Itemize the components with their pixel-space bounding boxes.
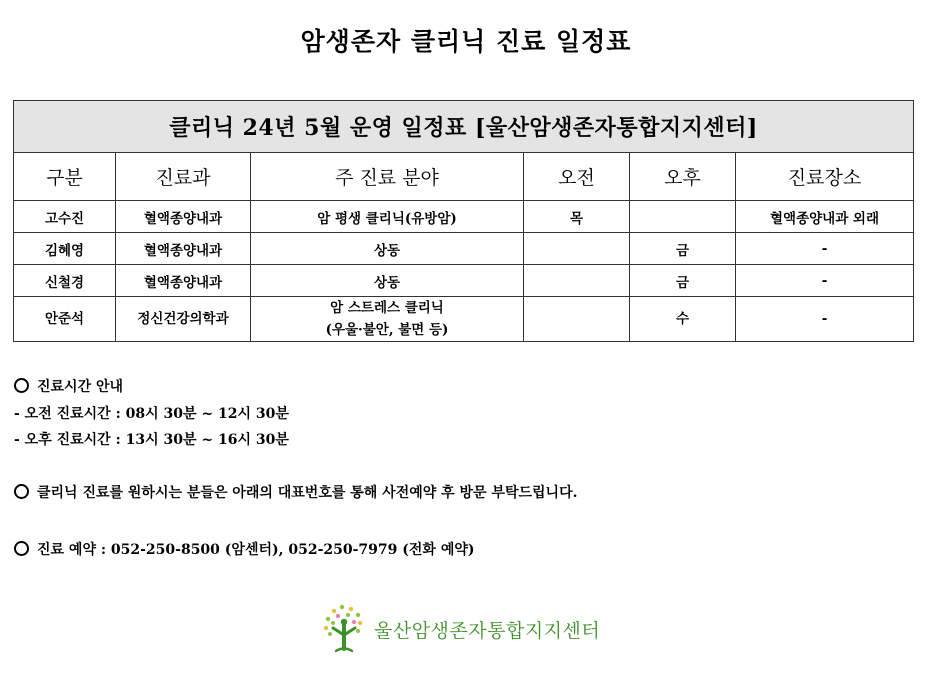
- table-row: [14, 233, 914, 265]
- afternoon-cell: [630, 201, 736, 233]
- contact-line: [14, 539, 475, 559]
- center-logo-text: 울산암생존자통합지지센터: [374, 619, 601, 642]
- morning-cell: [524, 233, 630, 265]
- circle-bullet-icon: [14, 378, 29, 393]
- department-cell: 혈액종양내과: [116, 233, 251, 265]
- doctor-name: 고수진: [14, 201, 116, 233]
- table-row: [14, 265, 914, 297]
- field-cell: 상동: [251, 233, 524, 265]
- header-morning: 오전: [524, 153, 630, 201]
- field-line-1: 암 스트레스 클리닉: [330, 300, 444, 316]
- reservation-note: 클리닉 진료를 원하시는 분들은 아래의 대표번호를 통해 사전예약 후 방문 부탁드립니다.: [37, 485, 578, 501]
- header-afternoon: 오후: [630, 153, 736, 201]
- header-department: 진료과: [116, 153, 251, 201]
- contact-info: 진료 예약 : 052-250-8500 (암센터), 052-250-7979 (전화 예약): [37, 542, 475, 558]
- hours-title: 진료시간 안내: [37, 379, 124, 395]
- department-cell: 혈액종양내과: [116, 201, 251, 233]
- afternoon-cell: 금: [630, 233, 736, 265]
- afternoon-cell: 수: [630, 297, 736, 342]
- morning-cell: 목: [524, 201, 630, 233]
- field-cell: 상동: [251, 265, 524, 297]
- table-caption: 클리닉 24년 5월 운영 일정표 [울산암생존자통합지지센터]: [14, 101, 914, 153]
- hours-title-line: [14, 376, 123, 396]
- department-cell: 혈액종양내과: [116, 265, 251, 297]
- field-cell: [251, 297, 524, 342]
- doctor-name: 안준석: [14, 297, 116, 342]
- table-row: [14, 201, 914, 233]
- schedule-table: [13, 100, 914, 342]
- doctor-name: 김혜영: [14, 233, 116, 265]
- tree-person-icon: [320, 601, 368, 657]
- reservation-note-line: [14, 482, 577, 502]
- center-logo: [320, 601, 600, 657]
- field-cell: 암 평생 클리닉(유방암): [251, 201, 524, 233]
- pm-hours: - 오후 진료시간 : 13시 30분 ~ 16시 30분: [14, 432, 289, 448]
- doctor-name: 신철경: [14, 265, 116, 297]
- field-line-2: (우울·불안, 불면 등): [325, 322, 449, 338]
- location-cell: -: [736, 265, 914, 297]
- circle-bullet-icon: [14, 484, 29, 499]
- location-cell: 혈액종양내과 외래: [736, 201, 914, 233]
- morning-cell: [524, 297, 630, 342]
- table-row: [14, 297, 914, 342]
- document-title: 암생존자 클리닉 진료 일정표: [300, 27, 632, 56]
- header-location: 진료장소: [736, 153, 914, 201]
- morning-cell: [524, 265, 630, 297]
- department-cell: 정신건강의학과: [116, 297, 251, 342]
- location-cell: -: [736, 297, 914, 342]
- am-hours: - 오전 진료시간 : 08시 30분 ~ 12시 30분: [14, 406, 289, 422]
- header-field: 주 진료 분야: [251, 153, 524, 201]
- header-category: 구분: [14, 153, 116, 201]
- table-header-row: [14, 153, 914, 201]
- location-cell: -: [736, 233, 914, 265]
- circle-bullet-icon: [14, 541, 29, 556]
- afternoon-cell: 금: [630, 265, 736, 297]
